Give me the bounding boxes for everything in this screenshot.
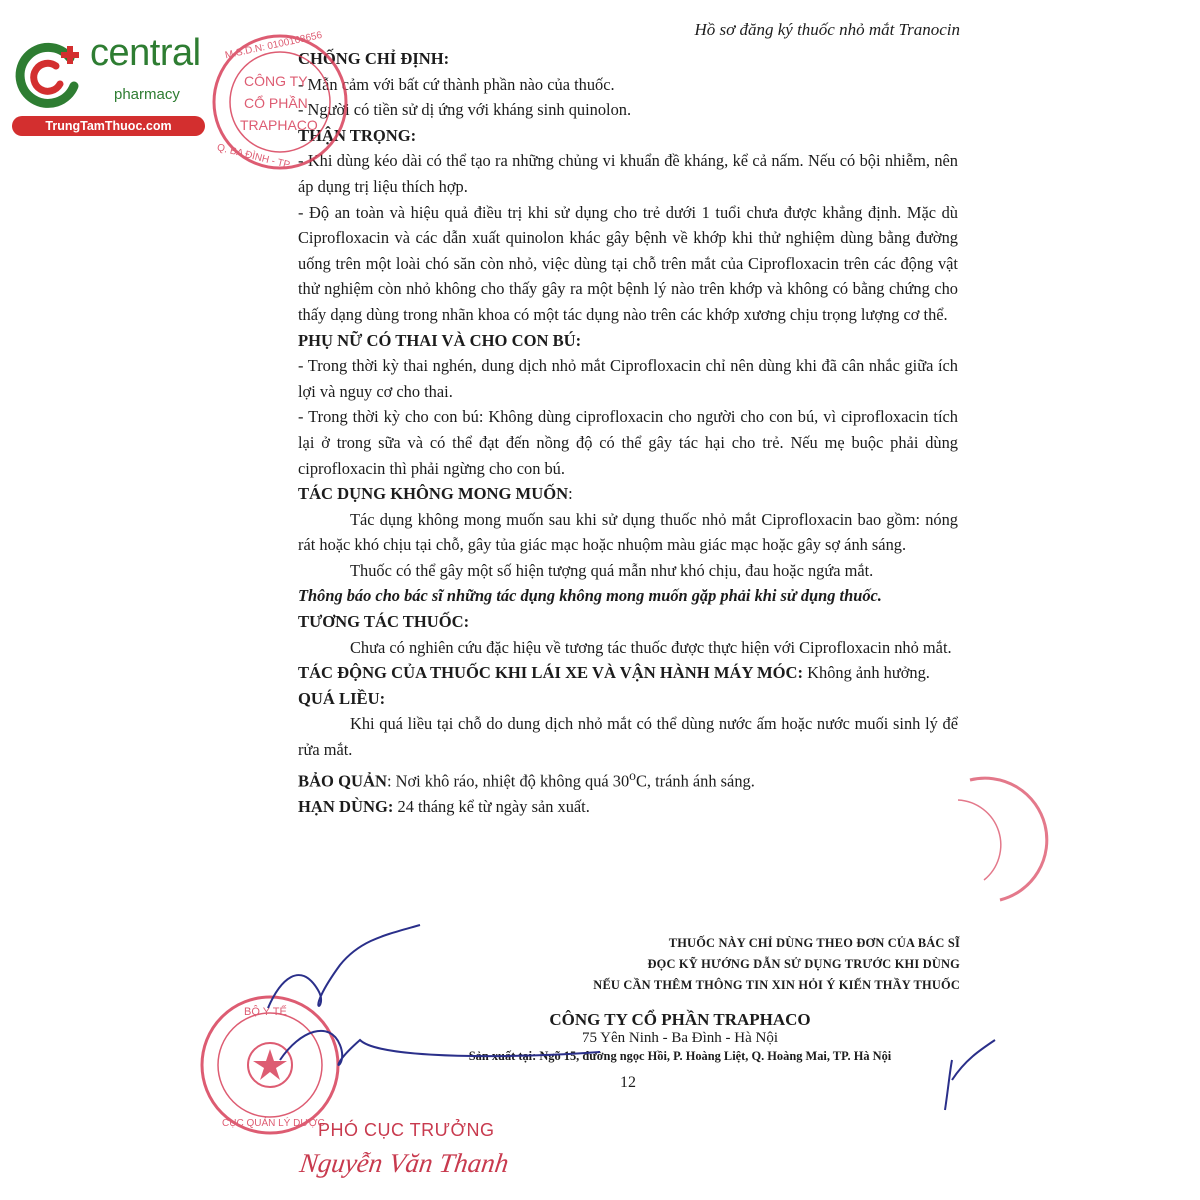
ministry-stamp xyxy=(202,997,338,1133)
heading-side-effects-suffix: : xyxy=(568,484,573,504)
storage-text-after: C, tránh ánh sáng. xyxy=(636,771,755,791)
company-address: 75 Yên Ninh - Ba Đình - Hà Nội xyxy=(581,1030,779,1046)
overdose-paragraph: Khi quá liều tại chỗ do dung dịch nhỏ mắt có thể dùng nước ấm hoặc nước muối sinh lý để rửa mắt. xyxy=(298,714,958,760)
pregnancy-paragraph-2: - Trong thời kỳ cho con bú: Không dùng ciprofloxacin cho người cho con bú, vì ciprofloxacin tích lại ở trong sữa và có thể đạt đến nồng độ có thể gây tác hại cho trẻ. Nếu mẹ buộc phải dùng ciprofloxacin thì phải ngừng cho con bú. xyxy=(298,407,958,478)
company-name: CÔNG TY CỔ PHẦN TRAPHACO xyxy=(549,1010,811,1029)
heading-contraindications: CHỐNG CHỈ ĐỊNH: xyxy=(298,49,450,68)
document-body xyxy=(298,46,958,819)
stamp-text: CỤC QUẢN LÝ DƯỢC xyxy=(222,1118,325,1129)
heading-shelf-life: HẠN DÙNG: xyxy=(298,796,394,816)
shelf-life-line xyxy=(298,794,958,820)
contraindication-line: - Người có tiền sử dị ứng với kháng sinh quinolon. xyxy=(298,100,632,120)
page-number: 12 xyxy=(620,1074,636,1091)
driving-line xyxy=(298,660,958,686)
pregnancy-paragraph-1: - Trong thời kỳ thai nghén, dung dịch nhỏ mắt Ciprofloxacin chỉ nên dùng khi đã cân nhắc giữa ích lợi và nguy cơ cho thai. xyxy=(298,356,958,401)
side-effects-paragraph-1: Tác dụng không mong muốn sau khi sử dụng thuốc nhỏ mắt Ciprofloxacin bao gồm: nóng rát hoặc khó chịu tại chỗ, gây tủa giác mạc hoặc nhuộm màu giác mạc hoặc gây sợ ánh sáng. xyxy=(298,509,958,555)
heading-side-effects-line xyxy=(298,481,958,507)
stamp-text: CỔ PHẦN xyxy=(244,95,308,111)
official-name: Nguyễn Văn Thanh xyxy=(297,1148,511,1178)
heading-pregnancy: PHỤ NỮ CÓ THAI VÀ CHO CON BÚ: xyxy=(298,330,582,350)
heading-precautions: THẬN TRỌNG: xyxy=(298,125,417,145)
heading-side-effects: TÁC DỤNG KHÔNG MONG MUỐN xyxy=(298,484,569,504)
warning-line: NẾU CẦN THÊM THÔNG TIN XIN HỎI Ý KIẾN THẦY THUỐC xyxy=(593,978,960,992)
side-effects-notice: Thông báo cho bác sĩ những tác dụng không mong muốn gặp phải khi sử dụng thuốc. xyxy=(298,586,882,606)
stamp-text: CÔNG TY xyxy=(244,73,308,89)
heading-interactions: TƯƠNG TÁC THUỐC: xyxy=(298,612,470,632)
stamp-text: M.S.D.N: 0100108656 xyxy=(224,29,324,62)
document-header-note: Hồ sơ đăng ký thuốc nhỏ mắt Tranocin xyxy=(694,20,960,39)
prescription-warnings xyxy=(593,933,960,996)
heading-overdose: QUÁ LIỀU: xyxy=(298,688,386,708)
heading-driving: TÁC ĐỘNG CỦA THUỐC KHI LÁI XE VÀ VẬN HÀNH MÁY MÓC: xyxy=(298,663,804,683)
storage-text-before: : Nơi khô ráo, nhiệt độ không quá 30 xyxy=(386,771,630,791)
logo-sub: pharmacy xyxy=(114,86,180,103)
driving-text: Không ảnh hưởng. xyxy=(803,663,930,683)
warning-line: ĐỌC KỸ HƯỚNG DẪN SỬ DỤNG TRƯỚC KHI DÙNG xyxy=(647,957,960,971)
signature-scribble xyxy=(268,925,420,1008)
logo-brand: central xyxy=(90,32,201,74)
company-block xyxy=(380,1010,980,1064)
warning-line: THUỐC NÀY CHỈ DÙNG THEO ĐƠN CỦA BÁC SĨ xyxy=(668,936,960,950)
storage-degree: o xyxy=(629,767,636,783)
shelf-life-text: 24 tháng kể từ ngày sản xuất. xyxy=(393,796,590,816)
logo-url[interactable]: TrungTamThuoc.com xyxy=(12,116,205,136)
contraindication-line: - Mẫn cảm với bất cứ thành phần nào của thuốc. xyxy=(298,74,615,94)
precautions-paragraph-1: - Khi dùng kéo dài có thể tạo ra những chủng vi khuẩn đề kháng, kể cả nấm. Nếu có bội nhiễm, nên áp dụng trị liệu thích hợp. xyxy=(298,151,958,196)
interactions-paragraph: Chưa có nghiên cứu đặc hiệu về tương tác thuốc được thực hiện với Ciprofloxacin nhỏ mắt. xyxy=(350,637,952,657)
side-effects-paragraph-2: Thuốc có thể gây một số hiện tượng quá mẫn như khó chịu, đau hoặc ngứa mắt. xyxy=(350,560,874,580)
stamp-text: BỘ Y TẾ xyxy=(244,1006,287,1018)
precautions-paragraph-2: - Độ an toàn và hiệu quả điều trị khi sử dụng cho trẻ dưới 1 tuổi chưa được khẳng định. Mặc dù Ciprofloxacin và các dẫn xuất quinolon khác gây bệnh về khớp khi thử nghiệm dùng bằng đường uống trên một loài chó săn còn nhỏ, việc dùng tại chỗ trên mắt của Ciprofloxacin trên các động vật thử nghiệm còn nhỏ không cho thấy gây ra một bệnh lý nào trên khớp và không có bằng chứng cho thấy dạng dùng trong nhãn khoa có một tác dụng nào trên các khớp xương chịu trọng lượng cơ thể. xyxy=(298,202,958,324)
stamp-text: TRAPHACO xyxy=(240,117,318,133)
central-logo-icon xyxy=(12,40,86,114)
official-title: PHÓ CỤC TRƯỞNG xyxy=(318,1120,495,1140)
storage-line xyxy=(298,763,958,794)
heading-storage: BẢO QUẢN xyxy=(298,771,387,791)
pharmacy-logo[interactable] xyxy=(12,34,217,139)
production-address: Sản xuất tại: Ngõ 15, đường ngọc Hồi, P. Hoàng Liệt, Q. Hoàng Mai, TP. Hà Nội xyxy=(468,1049,892,1063)
right-edge-stamp xyxy=(958,778,1047,900)
stamp-text: Q. BA ĐÌNH - TP xyxy=(215,142,292,172)
